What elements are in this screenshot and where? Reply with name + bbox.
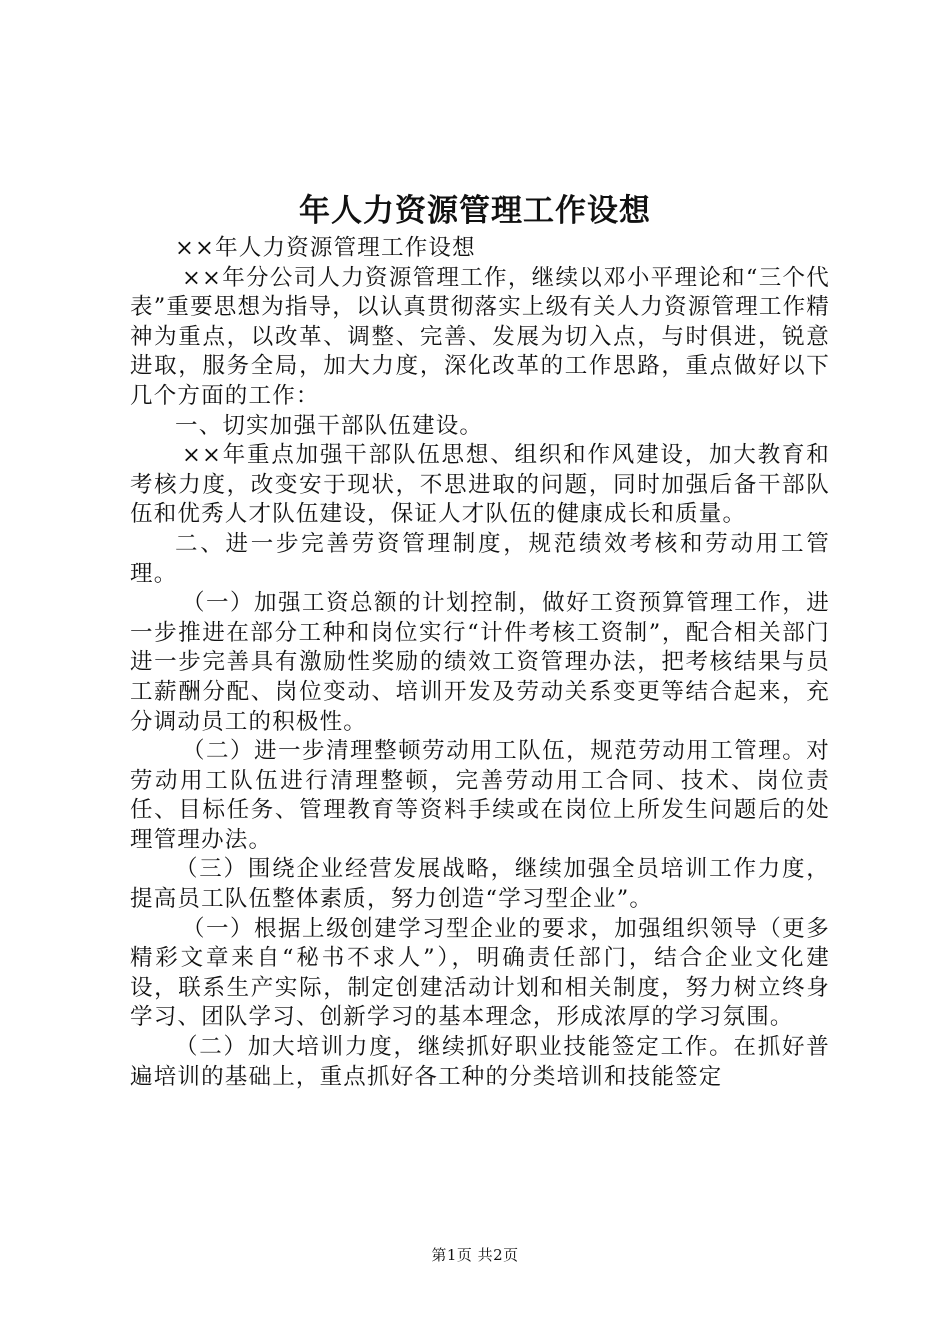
- body-paragraph: （三）围绕企业经营发展战略，继续加强全员培训工作力度，提高员工队伍整体素质，努力创造“学习型企业”。: [130, 856, 830, 913]
- body-paragraph: ××年重点加强干部队伍思想、组织和作风建设，加大教育和考核力度，改变安于现状，不思进取的问题，同时加强后备干部队伍和优秀人才队伍建设，保证人才队伍的健康成长和质量。: [130, 442, 830, 528]
- subtitle-paragraph: ××年人力资源管理工作设想: [175, 235, 476, 261]
- section-heading-1: 一、切实加强干部队伍建设。: [175, 412, 484, 439]
- body-paragraph: （一）根据上级创建学习型企业的要求，加强组织领导（更多精彩文章来自“秘书不求人”），明确责任部门，结合企业文化建设，联系生产实际，制定创建活动计划和相关制度，努力树立终身学习、团队学习、创新学习的基本理念，形成浓厚的学习氛围。: [130, 915, 830, 1031]
- document-body: [130, 234, 830, 1092]
- body-paragraph: （二）加大培训力度，继续抓好职业技能签定工作。在抓好普遍培训的基础上，重点抓好各工种的分类培训和技能签定: [130, 1034, 830, 1090]
- intro-paragraph: ××年分公司人力资源管理工作，继续以邓小平理论和“三个代表”重要思想为指导，以认真贯彻落实上级有关人力资源管理工作精神为重点，以改革、调整、完善、发展为切入点，与时俱进，锐意进取，服务全局，加大力度，深化改革的工作思路，重点做好以下几个方面的工作：: [130, 264, 831, 409]
- document-title: 年人力资源管理工作设想: [299, 193, 651, 229]
- body-paragraph: （一）加强工资总额的计划控制，做好工资预算管理工作，进一步推进在部分工种和岗位实行“计件考核工资制”，配合相关部门进一步完善具有激励性奖励的绩效工资管理办法，把考核结果与员工薪酬分配、岗位变动、培训开发及劳动关系变更等结合起来，充分调动员工的积极性。: [130, 590, 830, 735]
- page-number-footer: 第1页 共2页: [431, 1246, 519, 1264]
- section-heading-2: 二、进一步完善劳资管理制度，规范绩效考核和劳动用工管理。: [130, 530, 830, 587]
- body-paragraph: （二）进一步清理整顿劳动用工队伍，规范劳动用工管理。对劳动用工队伍进行清理整顿，完善劳动用工合同、技术、岗位责任、目标任务、管理教育等资料手续或在岗位上所发生问题后的处理管理办法。: [130, 738, 830, 853]
